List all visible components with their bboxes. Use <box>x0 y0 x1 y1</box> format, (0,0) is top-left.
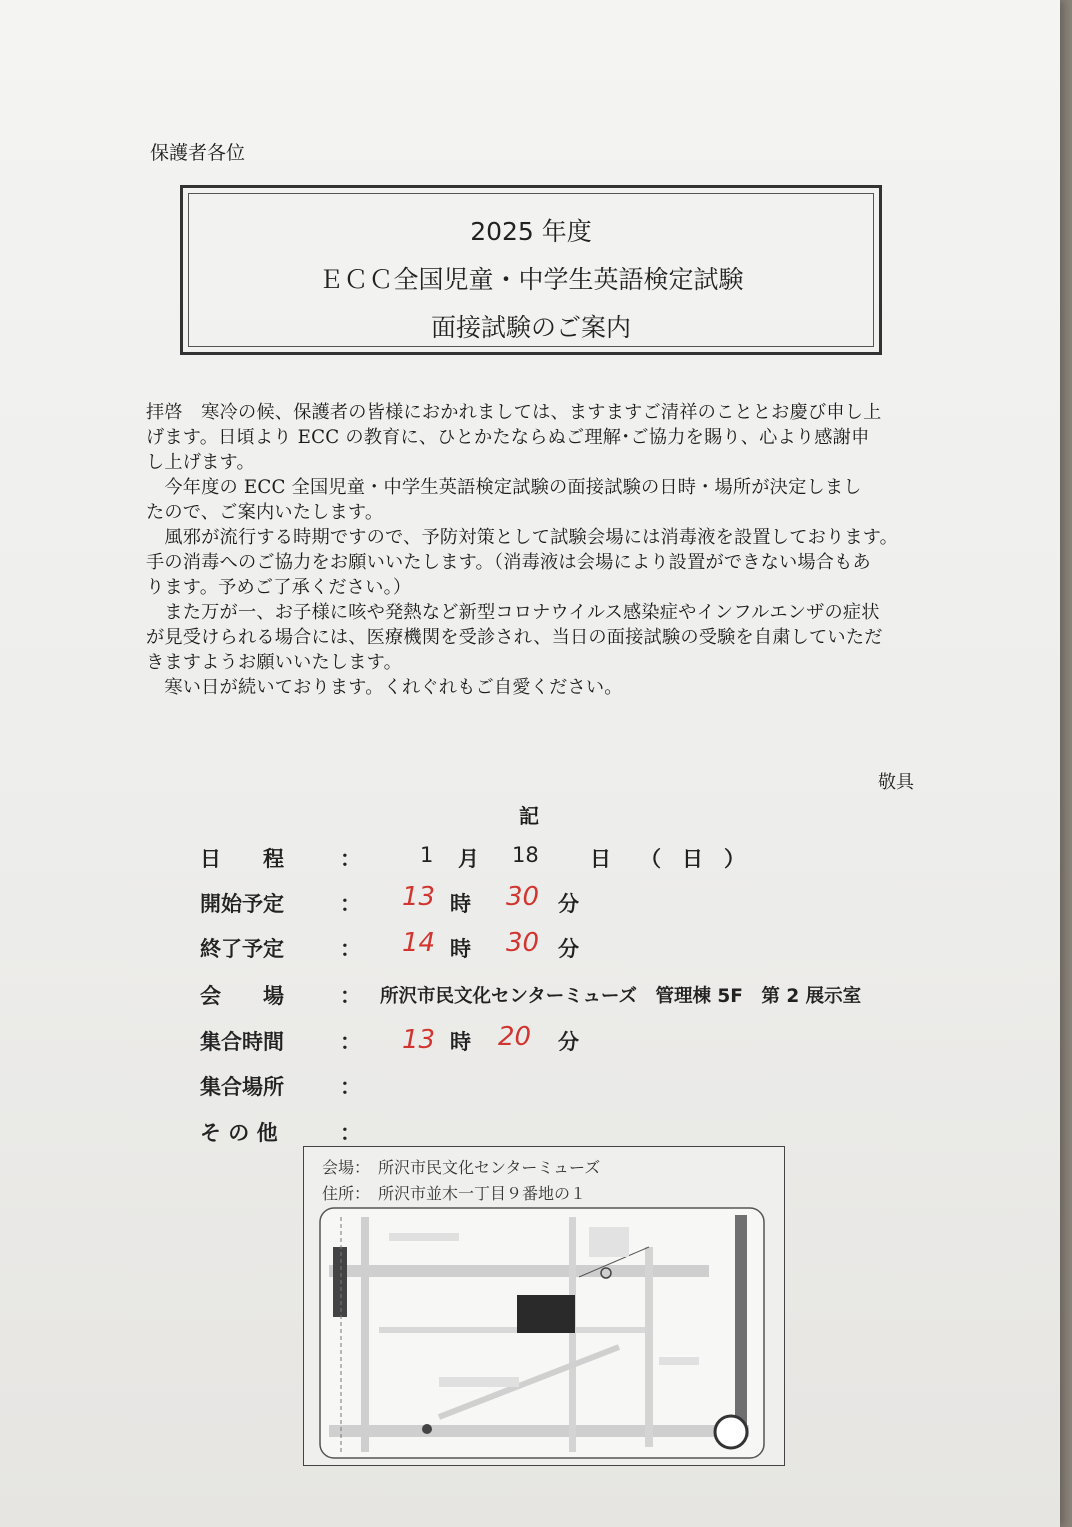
end-min-handwritten: 30 <box>506 928 540 958</box>
venue-colon: ： <box>340 984 361 1008</box>
body-line: ります。予めご了承ください。） <box>146 577 412 598</box>
start-min-handwritten: 30 <box>506 882 540 912</box>
gather-place-label: 集合場所 <box>200 1075 284 1099</box>
body-line: 今年度の ECC 全国児童・中学生英語検定試験の面接試験の日時・場所が決定しまし <box>146 477 862 498</box>
gather-min-handwritten: 20 <box>498 1022 532 1052</box>
body-line: げます。日頃より ECC の教育に、ひとかたならぬご理解･ご協力を賜り、心より感謝申 <box>146 427 870 448</box>
date-colon: ： <box>340 847 361 871</box>
end-min-unit: 分 <box>558 937 579 961</box>
other-colon: ： <box>340 1121 361 1145</box>
title-box <box>180 185 882 355</box>
body-line: 手の消毒へのご協力をお願いいたします。（消毒液は会場により設置ができない場合もあ <box>146 552 871 573</box>
date-label: 日 程 <box>200 847 284 871</box>
title-notice: 面接試験のご案内 <box>430 313 631 342</box>
body-line: し上げます。 <box>146 452 255 473</box>
other-label: そ の 他 <box>200 1121 278 1145</box>
start-hour-unit: 時 <box>450 892 471 916</box>
body-line: また万が一、お子様に咳や発熱など新型コロナウイルス感染症やインフルエンザの症状 <box>146 602 880 623</box>
start-hour-handwritten: 13 <box>402 882 436 912</box>
gather-time-colon: ： <box>340 1030 361 1054</box>
body-line: たので、ご案内いたします。 <box>146 502 384 523</box>
gather-hour-handwritten: 13 <box>402 1025 436 1055</box>
title-year: 2025 年度 <box>470 217 592 246</box>
letter-body <box>146 400 918 700</box>
addressee: 保護者各位 <box>150 142 246 164</box>
start-label: 開始予定 <box>200 892 284 916</box>
venue-map-box <box>303 1146 785 1466</box>
map-address-line: 住所： 所沢市並木一丁目９番地の１ <box>322 1184 587 1203</box>
end-hour-handwritten: 14 <box>402 928 436 958</box>
end-label: 終了予定 <box>200 937 284 961</box>
date-month-unit: 月 <box>458 847 479 871</box>
date-day: 18 <box>512 843 539 867</box>
date-month: 1 <box>420 843 434 867</box>
gather-time-label: 集合時間 <box>200 1030 284 1054</box>
venue-label: 会 場 <box>200 984 284 1008</box>
body-line: 寒い日が続いております。くれぐれもご自愛ください。 <box>146 677 623 698</box>
title-exam-name: ＥＣＣ全国児童・中学生英語検定試験 <box>318 265 744 294</box>
body-line: 拝啓 寒冷の候、保護者の皆様におかれましては、ますますご清祥のこととお慶び申し上 <box>146 402 882 423</box>
gather-min-unit: 分 <box>558 1030 579 1054</box>
end-hour-unit: 時 <box>450 937 471 961</box>
gather-place-colon: ： <box>340 1075 361 1099</box>
end-colon: ： <box>340 937 361 961</box>
date-day-unit: 日 <box>590 847 611 871</box>
area-map <box>319 1207 765 1459</box>
ki-heading: 記 <box>519 804 539 828</box>
body-line: が見受けられる場合には、医療機関を受診され、当日の面接試験の受験を自粛していただ <box>146 627 883 648</box>
gather-hour-unit: 時 <box>450 1030 471 1054</box>
body-line: きますようお願いいたします。 <box>146 652 402 673</box>
date-weekday: （ 日 ） <box>640 847 745 871</box>
venue-value: 所沢市民文化センターミューズ 管理棟 5F 第 2 展示室 <box>380 986 862 1007</box>
start-colon: ： <box>340 892 361 916</box>
start-min-unit: 分 <box>558 892 579 916</box>
body-line: 風邪が流行する時期ですので、予防対策として試験会場には消毒液を設置しております。 <box>146 527 899 548</box>
map-venue-line: 会場： 所沢市民文化センターミューズ <box>322 1158 601 1177</box>
closing-keigu: 敬具 <box>878 772 914 793</box>
